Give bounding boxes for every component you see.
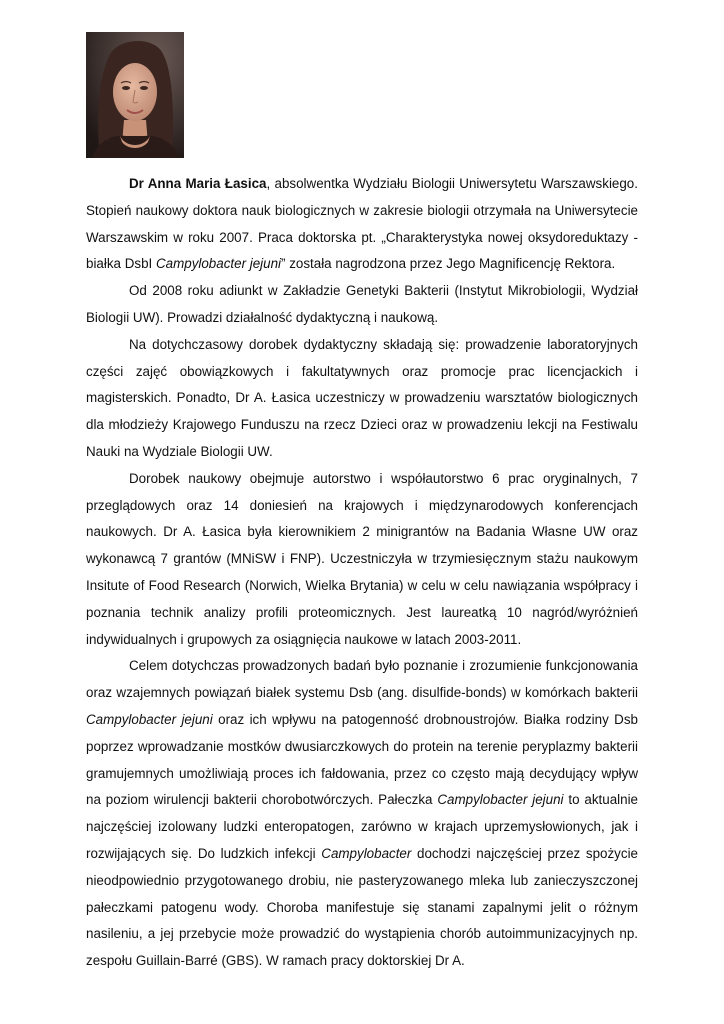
species-name: Campylobacter jejuni — [155, 256, 282, 272]
species-name: Campylobacter jejuni — [86, 711, 213, 727]
genus-name: Campylobacter — [321, 845, 412, 861]
portrait-photo — [86, 32, 184, 158]
paragraph-education — [86, 171, 638, 278]
biography-text — [86, 171, 638, 975]
paragraph-research-goals — [86, 653, 638, 975]
paragraph-teaching: Na dotychczasowy dorobek dydaktyczny składają się: prowadzenie laboratoryjnych części zajęć obowiązkowych i fakultatywnych oraz promocje prac licencjackich i magisterskich. Ponadto, Dr A. Łasica uczestniczy w prowadzeniu warsztatów biologicznych dla młodzieży Krajowego Funduszu na rzecz Dzieci oraz w prowadzeniu lekcji na Festiwalu Nauki na Wydziale Biologii UW. — [86, 336, 638, 459]
paragraph-research-goals-text-2: oraz ich wpływu na patogenność drobnoustrojów. Białka rodziny Dsb poprzez wprowadzanie mostków dwusiarczkowych do protein na terenie peryplazmy bakterii gramujemnych umożliwiają proces ich fałdowania, przez co często mają decydujący wpływ na poziom wirulencji bakterii chorobotwórczych. Pałeczka — [86, 711, 638, 808]
species-name: Campylobacter jejuni — [437, 792, 564, 808]
paragraph-research-goals-text-3: to aktualnie najczęściej izolowany ludzki enteropatogen, zarówno w krajach uprzemysłowionych, jak i rozwijających się. Do ludzkich infekcji — [86, 792, 638, 861]
author-name: Dr Anna Maria Łasica — [129, 176, 267, 191]
paragraph-position: Od 2008 roku adiunkt w Zakładzie Genetyki Bakterii (Instytut Mikrobiologii, Wydział Biologii UW). Prowadzi działalność dydaktyczną i naukową. — [86, 283, 638, 325]
portrait-image — [86, 32, 184, 158]
paragraph-education-text-2: ” została nagrodzona przez Jego Magnificencję Rektora. — [281, 256, 616, 272]
paragraph-research-output: Dorobek naukowy obejmuje autorstwo i współautorstwo 6 prac oryginalnych, 7 przeglądowych oraz 14 doniesień na krajowych i międzynarodowych konferencjach naukowych. Dr A. Łasica była kierownikiem 2 minigrantów na Badania Własne UW oraz wykonawcą 7 grantów (MNiSW i FNP). Uczestniczyła w trzymiesięcznym stażu naukowym Insitute of Food Research (Norwich, Wielka Brytania) w celu w celu nawiązania współpracy i poznania technik analizy profili proteomicznych. Jest laureatką 10 nagród/wyróżnień indywidualnych i grupowych za osiągnięcia naukowe w latach 2003-2011. — [86, 470, 638, 647]
paragraph-research-goals-text-4: dochodzi najczęściej przez spożycie nieodpowiednio przygotowanego drobiu, nie pasteryzowanego mleka lub zanieczyszczonej pałeczkami patogenu wody. Choroba manifestuje się stanami zapalnymi jelit o różnym nasileniu, a jej przebycie może prowadzić do wystąpienia chorób autoimmunizacyjnych np. zespołu Guillain-Barré (GBS). W ramach pracy doktorskiej Dr A. — [86, 845, 638, 969]
paragraph-research-goals-text-1: Celem dotychczas prowadzonych badań było poznanie i zrozumienie funkcjonowania oraz wzajemnych powiązań białek systemu Dsb (ang. disulfide-bonds) w komórkach bakterii — [86, 658, 638, 701]
paragraph-education-text-1: , absolwentka Wydziału Biologii Uniwersytetu Warszawskiego. Stopień naukowy doktora nauk biologicznych w zakresie biologii otrzymała na Uniwersytecie Warszawskim w roku 2007. Praca doktorska pt. „Charakterystyka nowej oksydoreduktazy - białka DsbI — [86, 176, 638, 272]
